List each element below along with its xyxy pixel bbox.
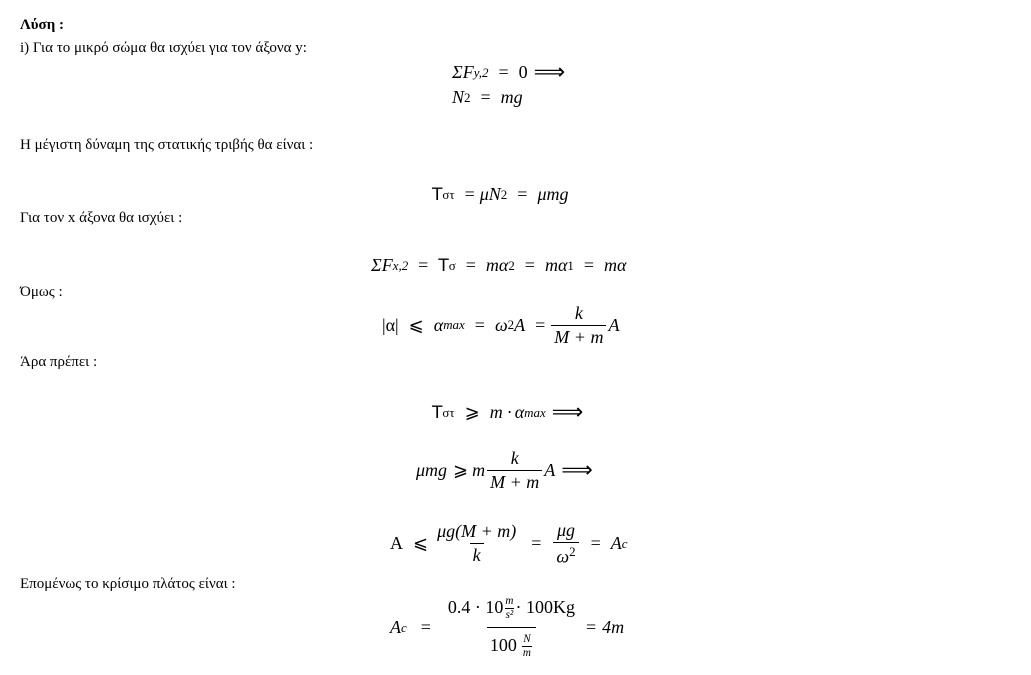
eq9-den-value: 100	[489, 635, 517, 656]
eq1-rhs: 0	[518, 62, 528, 82]
text-line-however: Όμως :	[20, 284, 63, 300]
eq8-num-1: μg(M + m)	[437, 521, 517, 542]
text-line-x-axis: Για τον x άξονα θα ισχύει :	[20, 210, 183, 226]
eq7-m: m	[472, 459, 486, 480]
eq4-T: T	[438, 255, 449, 276]
implies-arrow: ⟹	[533, 60, 566, 85]
solution-heading: Λύση :	[20, 17, 64, 33]
eq7-ge: ⩾	[453, 459, 469, 480]
implies-arrow-2: ⟹	[551, 400, 584, 425]
eq3-rhs: μmg	[537, 184, 569, 204]
equation-alpha-max	[382, 304, 619, 347]
eq4-p1: mα	[485, 255, 509, 275]
eq5-le: ⩽	[408, 314, 424, 335]
eq7-num: k	[510, 448, 519, 468]
text-line-max-friction: Η μέγιστη δύναμη της στατικής τριβής θα είναι :	[20, 137, 314, 153]
eq5-den: M + m	[551, 325, 606, 347]
eq8-rhs-sub: c	[621, 535, 628, 551]
eq6-alpha-sub: max	[524, 404, 546, 420]
eq9-unit-num: m	[505, 595, 514, 607]
eq6-ge: ⩾	[464, 402, 480, 422]
eq5-omega: ω	[494, 314, 508, 335]
eq3-mid-sub: 2	[500, 186, 508, 202]
eq3-T: T	[432, 184, 443, 205]
text-line-therefore: Άρα πρέπει :	[20, 354, 98, 370]
eq9-fraction	[445, 596, 578, 660]
eq4-p2-sub: 1	[567, 257, 574, 273]
eq2-equals: =	[480, 87, 491, 107]
eq4-p2: mα	[544, 255, 568, 275]
equation-friction-condition	[432, 400, 583, 425]
eq8-equals-2: =	[590, 533, 601, 554]
eq9-unit-n: N	[523, 633, 531, 646]
eq9-unit-m: m	[522, 647, 531, 660]
eq3-T-sub: στ	[442, 186, 455, 202]
eq6-m: m ·	[489, 402, 512, 422]
text-line-y-axis: i) Για το μικρό σώμα θα ισχύει για τον άξονα y:	[20, 40, 307, 56]
eq8-lhs: A	[390, 533, 403, 554]
eq4-p1-sub: 2	[508, 257, 515, 273]
eq9-num-mass: · 100Kg	[515, 596, 575, 617]
eq8-fraction-2	[553, 521, 578, 566]
eq4-T-sub: σ	[448, 257, 456, 273]
eq9-num-value: 0.4 · 10	[447, 596, 504, 617]
eq3-mid: μN	[479, 184, 501, 204]
equation-max-static-friction	[432, 184, 568, 205]
equation-umg-condition	[416, 449, 593, 492]
eq7-fraction	[487, 449, 542, 492]
eq5-num: k	[574, 303, 583, 323]
eq6-T-sub: στ	[442, 404, 455, 420]
eq4-equals-3: =	[524, 255, 535, 275]
eq1-lhs: ΣF	[452, 62, 474, 82]
eq4-equals-2: =	[465, 255, 476, 275]
eq9-unit-nm	[522, 634, 532, 659]
implies-arrow-3: ⟹	[561, 457, 593, 483]
eq8-den-2-sup: 2	[569, 543, 576, 559]
eq5-fraction	[551, 304, 606, 347]
eq5-omega-sup: 2	[507, 317, 515, 333]
eq8-fraction-1	[434, 522, 519, 565]
eq7-lhs: μmg	[416, 459, 448, 480]
eq6-T: T	[432, 402, 443, 423]
eq6-alpha: α	[514, 402, 525, 422]
eq4-equals: =	[418, 255, 429, 275]
eq4-equals-4: =	[583, 255, 595, 275]
text-line-critical-amplitude: Επομένως το κρίσιμο πλάτος είναι :	[20, 576, 236, 592]
equation-critical-amplitude-value	[390, 596, 624, 660]
eq8-den-1: k	[470, 543, 484, 565]
eq2-sub: 2	[464, 89, 471, 105]
eq9-equals-2: =	[585, 617, 597, 638]
eq2-lhs: N	[452, 87, 465, 107]
eq8-num-2: μg	[557, 520, 576, 540]
equation-sum-fy	[452, 60, 565, 85]
eq5-lhs: |α|	[382, 314, 399, 335]
eq8-rhs: A	[610, 533, 622, 554]
eq8-den-2: ω	[556, 546, 570, 567]
eq9-lhs: A	[390, 617, 401, 638]
eq4-p3: mα	[604, 255, 627, 275]
eq4-sub: x,2	[392, 257, 409, 273]
equation-sum-fx	[371, 255, 627, 276]
eq3-equals: =	[464, 184, 475, 204]
eq9-unit-ms2	[504, 596, 514, 621]
eq8-equals: =	[531, 533, 542, 554]
equation-amplitude-limit	[390, 521, 628, 566]
eq5-A: A	[514, 314, 526, 335]
eq5-equals: =	[474, 314, 485, 335]
eq8-le: ⩽	[413, 533, 429, 554]
eq1-sub: y,2	[473, 64, 489, 80]
eq7-A: A	[544, 459, 556, 480]
eq5-A-2: A	[608, 314, 620, 335]
eq9-rhs: 4m	[602, 617, 625, 638]
eq7-den: M + m	[487, 470, 542, 492]
eq5-equals-2: =	[535, 314, 546, 335]
eq5-alpha-sub: max	[443, 317, 465, 333]
eq3-equals-2: =	[517, 184, 528, 204]
eq1-equals: =	[498, 62, 509, 82]
eq4-lhs: ΣF	[371, 255, 393, 275]
eq9-unit-den: s²	[505, 609, 514, 622]
equation-normal-force	[452, 87, 523, 108]
eq2-rhs: mg	[500, 87, 523, 107]
eq9-lhs-sub: c	[401, 619, 407, 635]
eq9-equals: =	[420, 617, 431, 638]
eq5-alpha: α	[433, 314, 444, 335]
